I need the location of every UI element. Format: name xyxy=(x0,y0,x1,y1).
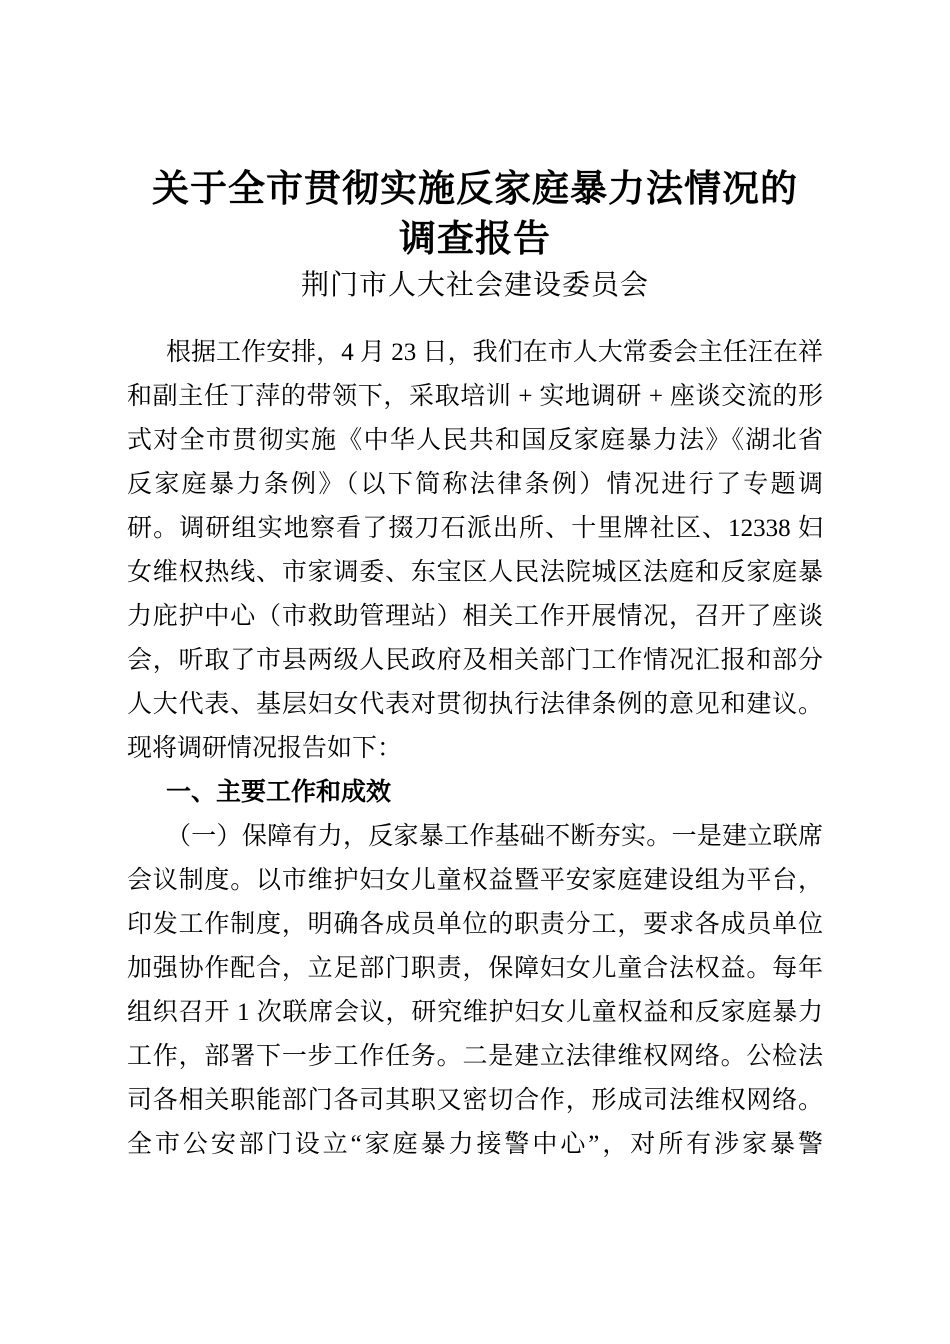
text-line: 司各相关职能部门各司其职又密切合作，形成司法维权网络。 xyxy=(127,1087,823,1114)
text-line: 会议制度。以市维护妇女儿童权益暨平安家庭建设组为平台， xyxy=(127,867,823,894)
text-line: 现将调研情况报告如下： xyxy=(127,735,403,762)
text-line: 人大代表、基层妇女代表对贯彻执行法律条例的意见和建议。 xyxy=(127,691,823,718)
text-line: （一）保障有力，反家暴工作基础不断夯实。一是建立联席 xyxy=(166,823,823,850)
document-body xyxy=(127,331,823,1167)
paragraph-1 xyxy=(127,331,823,771)
document-author: 荆门市人大社会建设委员会 xyxy=(300,270,649,301)
text-line: 和副主任丁萍的带领下，采取培训 + 实地调研 + 座谈交流的形 xyxy=(127,383,823,410)
text-line: 全市公安部门设立“家庭暴力接警中心”，对所有涉家暴警 xyxy=(127,1131,823,1158)
text-line: 组织召开 1 次联席会议，研究维护妇女儿童权益和反家庭暴力 xyxy=(127,999,823,1026)
text-line: 会，听取了市县两级人民政府及相关部门工作情况汇报和部分 xyxy=(127,647,823,674)
document-title xyxy=(127,165,823,265)
text-line: 工作，部署下一步工作任务。二是建立法律维权网络。公检法 xyxy=(127,1043,823,1070)
title-line-1: 关于全市贯彻实施反家庭暴力法情况的 xyxy=(152,169,798,210)
text-line: 印发工作制度，明确各成员单位的职责分工，要求各成员单位 xyxy=(127,911,823,938)
text-line: 力庇护中心（市救助管理站）相关工作开展情况，召开了座谈 xyxy=(127,603,823,630)
text-line: 式对全市贯彻实施《中华人民共和国反家庭暴力法》《湖北省 xyxy=(127,427,823,454)
section-heading: 一、主要工作和成效 xyxy=(166,779,392,806)
text-line: 根据工作安排，4 月 23 日，我们在市人大常委会主任汪在祥 xyxy=(166,339,823,366)
text-line: 女维权热线、市家调委、东宝区人民法院城区法庭和反家庭暴 xyxy=(127,559,823,586)
text-line: 反家庭暴力条例》（以下简称法律条例）情况进行了专题调 xyxy=(127,471,823,498)
title-line-2: 调查报告 xyxy=(399,219,551,260)
paragraph-2 xyxy=(127,815,823,1167)
text-line: 加强协作配合，立足部门职责，保障妇女儿童合法权益。每年 xyxy=(127,955,823,982)
text-line: 研。调研组实地察看了掇刀石派出所、十里牌社区、12338 妇 xyxy=(127,515,823,542)
